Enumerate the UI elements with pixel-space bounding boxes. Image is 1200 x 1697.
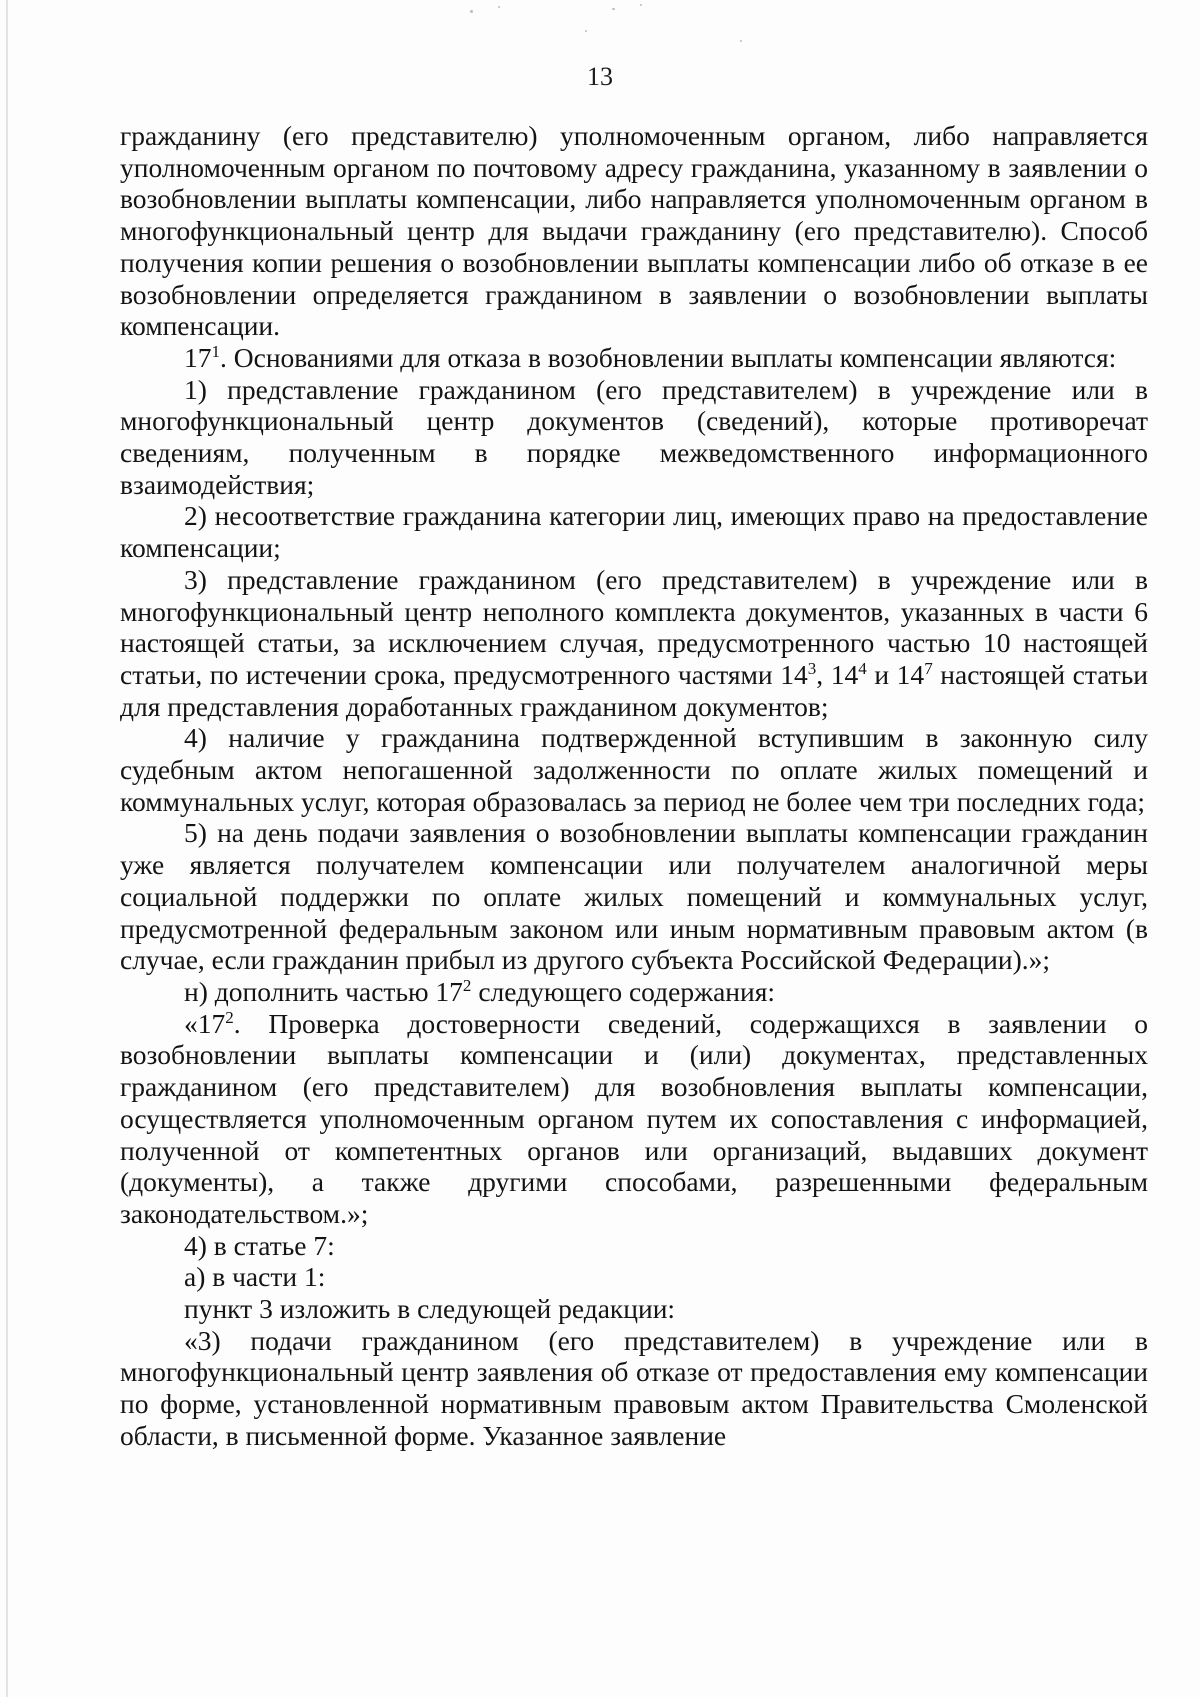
paragraph-text: и 14	[866, 658, 925, 690]
paragraph: 4) в статье 7:	[184, 1229, 335, 1261]
scan-speck	[498, 6, 500, 8]
paragraph-text: . Основаниями для отказа в возобновлении выплаты компенсации являются:	[220, 341, 1117, 373]
paragraph: гражданину (его представителю) уполномоченным органом, либо направляется уполномоченным органом по почтовому адресу гражданина, указанному в заявлении о возобновлении выплаты компенсации, либо направляется уполномоченным органом в многофункциональный центр для выдачи гражданину (его представителю). Способ получения копии решения о возобновлении выплаты компенсации либо об отказе в ее возобновлении определяется гражданином в заявлении о возобновлении выплаты компенсации.	[120, 120, 1148, 342]
list-item: 2) несоответствие гражданина категории лиц, имеющих право на предоставление компенсации;	[120, 500, 1148, 564]
paragraph-text: настоящей статьи для представления доработанных гражданином документов;	[120, 658, 1149, 722]
paragraph-text: н) дополнить частью 17	[184, 975, 463, 1007]
scan-speck	[740, 40, 742, 42]
paragraph	[120, 1008, 1148, 1230]
superscript: 7	[924, 658, 933, 678]
scan-speck	[612, 8, 615, 10]
article-number: 17	[184, 341, 212, 373]
list-item	[120, 564, 1148, 723]
list-item: 5) на день подачи заявления о возобновлении выплаты компенсации гражданин уже является получателем компенсации или получателем аналогичной меры социальной поддержки по оплате жилых помещений и коммунальных услуг, предусмотренной федеральным законом или иным нормативным правовым актом (в случае, если гражданин прибыл из другого субъекта Российской Федерации).»;	[120, 817, 1148, 976]
scan-speck	[585, 30, 587, 32]
document-body	[120, 120, 1148, 1452]
paragraph	[120, 976, 1148, 1008]
list-item: 1) представление гражданином (его представителем) в учреждение или в многофункциональный центр документов (сведений), которые противоречат сведениям, полученным в порядке межведомственного информационного взаимодействия;	[120, 373, 1148, 500]
superscript: 4	[858, 658, 867, 678]
paragraph: «3) подачи гражданином (его представителем) в учреждение или в многофункциональный центр заявления об отказе от предоставления ему компенсации по форме, установленной нормативным правовым актом Правительства Смоленской области, в письменной форме. Указанное заявление	[120, 1324, 1148, 1451]
scan-speck	[640, 4, 642, 6]
paragraph-text: . Проверка достоверности сведений, содержащихся в заявлении о возобновлении выплаты компенсации и (или) документах, представленных гражданином (его представителем) для возобновления выплаты компенсации, осуществляется уполномоченным органом путем их сопоставления с информацией, полученной от компетентных органов или организаций, выдавших документ (документы), а также другими способами, разрешенными федеральным законодательством.»;	[120, 1007, 1148, 1229]
paragraph: пункт 3 изложить в следующей редакции:	[184, 1293, 676, 1325]
paragraph-text: «17	[184, 1007, 226, 1039]
paragraph: а) в части 1:	[184, 1261, 326, 1293]
scan-speck	[470, 10, 473, 13]
page-number: 13	[587, 62, 613, 91]
paragraph-text: 3) представление гражданином (его представителем) в учреждение или в многофункциональный центр неполного комплекта документов, указанных в части 6 настоящей статьи, за исключением случая, предусмотренного частью 10 настоящей статьи, по истечении срока, предусмотренного частями 14	[120, 563, 1148, 690]
scan-edge	[6, 0, 8, 1697]
paragraph-text: следующего содержания:	[471, 975, 776, 1007]
paragraph	[120, 342, 1148, 374]
superscript: 1	[211, 341, 221, 361]
superscript: 2	[462, 975, 472, 995]
superscript: 3	[807, 658, 817, 678]
paragraph-text: , 14	[816, 658, 859, 690]
superscript: 2	[225, 1007, 234, 1027]
list-item: 4) наличие у гражданина подтвержденной вступившим в законную силу судебным актом непогашенной задолженности по оплате жилых помещений и коммунальных услуг, которая образовалась за период не более чем три последних года;	[120, 722, 1148, 817]
